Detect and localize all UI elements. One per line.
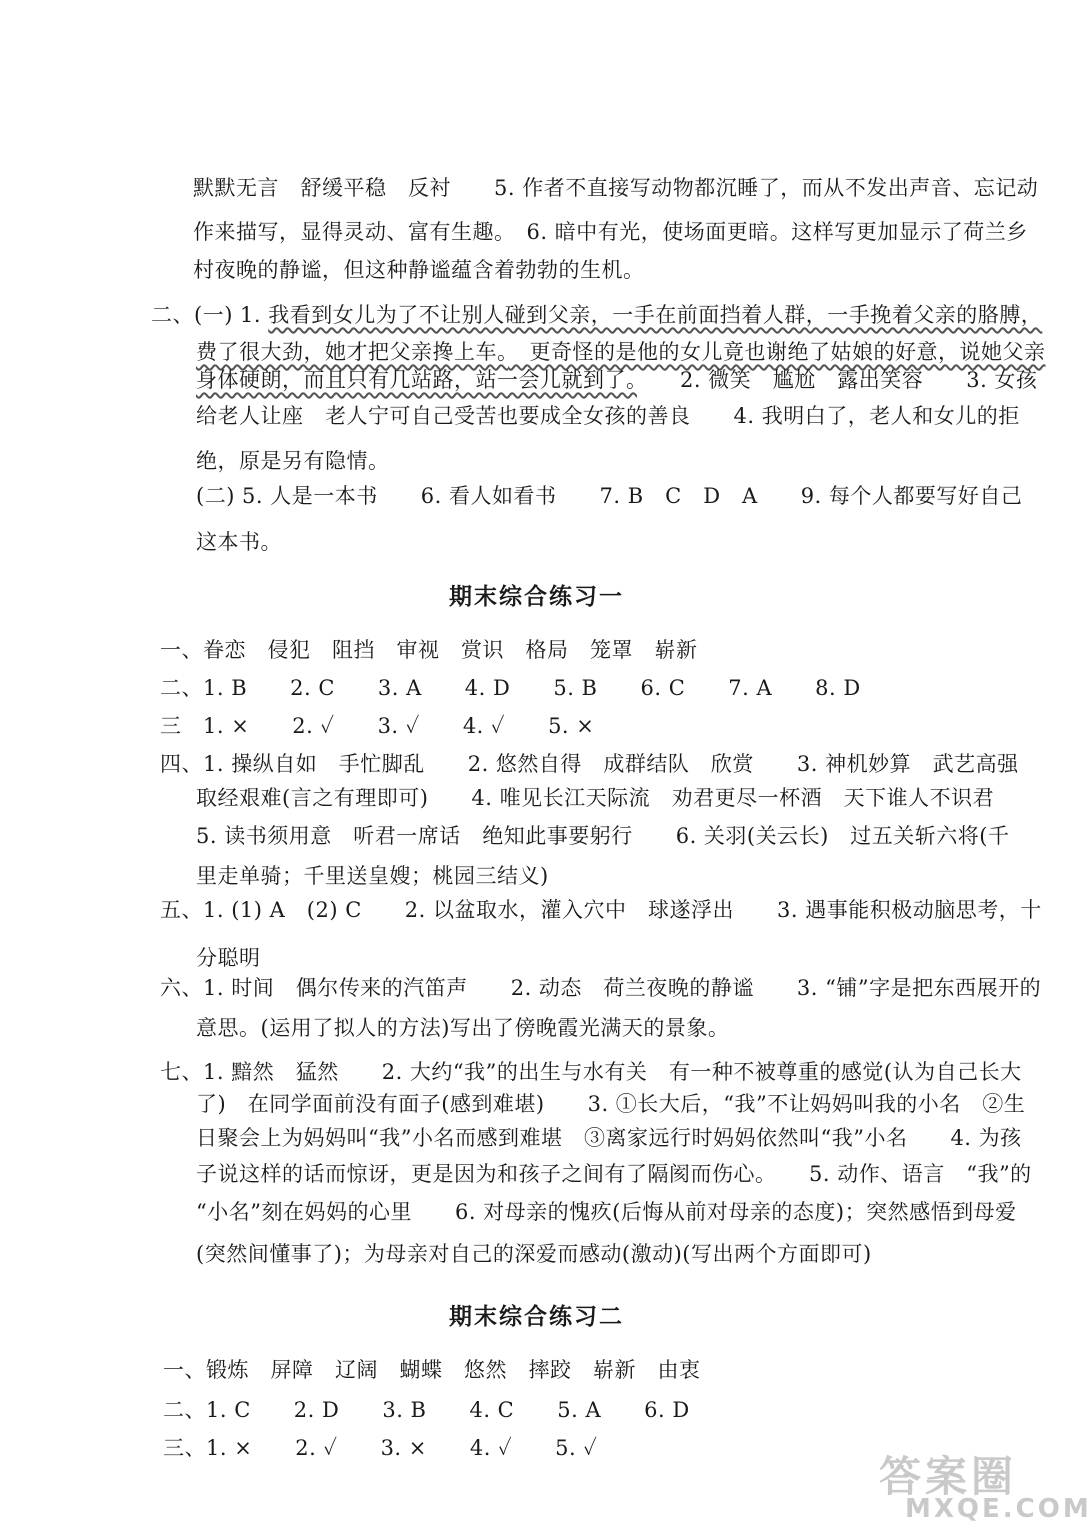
underlined-answer: 身体硬朗，而且只有几站路，站一会儿就到了。: [196, 368, 637, 392]
text-line: 六、1. 时间 偶尔传来的汽笛声 2. 动态 荷兰夜晚的静谧 3. “铺”字是把东西展开的: [160, 976, 1042, 1000]
text-line: [196, 338, 1046, 366]
text-line: 日聚会上为妈妈叫“我”小名而感到难堪 ③离家远行时妈妈依然叫“我”小名 4. 为孩: [196, 1126, 1022, 1150]
watermark-text: 答案圈: [879, 1452, 1018, 1501]
text-line: 子说这样的话而惊讶，更是因为和孩子之间有了隔阂而伤心。 5. 动作、语言 “我”的: [196, 1162, 1032, 1186]
section-title: 期末综合练习二: [449, 1304, 624, 1330]
section-title: 期末综合练习一: [449, 584, 624, 610]
text-line: 意思。(运用了拟人的方法)写出了傍晚霞光满天的景象。: [196, 1016, 730, 1040]
text-line: 5. 读书须用意 听君一席话 绝知此事要躬行 6. 关羽(关云长) 过五关斩六将(千: [196, 824, 1010, 848]
text-line: (二) 5. 人是一本书 6. 看人如看书 7. B C D A 9. 每个人都要写好自己: [196, 484, 1023, 508]
text-line: [196, 366, 1037, 394]
text-line: 取经艰难(言之有理即可) 4. 唯见长江天际流 劝君更尽一杯酒 天下谁人不识君: [196, 786, 995, 810]
text-line: 里走单骑；千里送皇嫂；桃园三结义): [196, 864, 549, 888]
text-line: 五、1. (1) A (2) C 2. 以盆取水，灌入穴中 球遂浮出 3. 遇事能积极动脑思考，十: [160, 898, 1042, 922]
text-line: 二、1. C 2. D 3. B 4. C 5. A 6. D: [163, 1398, 690, 1422]
watermark-url: MXQE.COM: [905, 1494, 1092, 1524]
watermark-logo: [869, 1442, 1092, 1532]
text-line: 四、1. 操纵自如 手忙脚乱 2. 悠然自得 成群结队 欣赏 3. 神机妙算 武艺高强: [160, 752, 1019, 776]
underlined-answer: 我看到女儿为了不让别人碰到父亲，一手在前面挡着人群，一手挽着父亲的胳膊，: [268, 303, 1043, 327]
underlined-answer: 更奇怪的是他的女儿竟也谢绝了姑娘的好意，说她父亲: [508, 340, 1046, 364]
text-line: 给老人让座 老人宁可自己受苦也要成全女孩的善良 4. 我明白了，老人和女儿的拒: [196, 404, 1020, 428]
section-label: 二、(一) 1.: [151, 303, 269, 327]
text-line: 七、1. 黯然 猛然 2. 大约“我”的出生与水有关 有一种不被尊重的感觉(认为自己长大: [160, 1060, 1022, 1084]
underlined-answer: 费了很大劲，她才把父亲搀上车。: [196, 340, 508, 364]
text-line: 作来描写，显得灵动、富有生趣。 6. 暗中有光，使场面更暗。这样写更加显示了荷兰乡: [193, 220, 1028, 244]
text-line: 分聪明: [196, 946, 261, 970]
text-line: 三 1. × 2. ✓ 3. ✓ 4. ✓ 5. ×: [160, 714, 595, 738]
text-line: 村夜晚的静谧，但这种静谧蕴含着勃勃的生机。: [193, 258, 645, 282]
text-line: [151, 301, 1042, 329]
text-line: 绝，原是另有隐情。: [196, 449, 390, 473]
text-line: (突然间懂事了)；为母亲对自己的深爱而感动(激动)(写出两个方面即可): [196, 1242, 872, 1266]
text-line: “小名”刻在妈妈的心里 6. 对母亲的愧疚(后悔从前对母亲的态度)；突然感悟到母爱: [196, 1200, 1017, 1224]
text-line: 一、锻炼 屏障 辽阔 蝴蝶 悠然 摔跤 崭新 由衷: [163, 1358, 701, 1382]
text-line: 这本书。: [196, 530, 282, 554]
text-line: 二、1. B 2. C 3. A 4. D 5. B 6. C 7. A 8. D: [160, 676, 861, 700]
text-span: 2. 微笑 尴尬 露出笑容 3. 女孩: [637, 368, 1038, 392]
text-line: 了) 在同学面前没有面子(感到难堪) 3. ①长大后，“我”不让妈妈叫我的小名 ②生: [196, 1092, 1026, 1116]
text-line: 三、1. × 2. ✓ 3. × 4. ✓ 5. ✓: [163, 1436, 598, 1460]
text-line: 默默无言 舒缓平稳 反衬 5. 作者不直接写动物都沉睡了，而从不发出声音、忘记动: [193, 176, 1039, 200]
text-line: 一、眷恋 侵犯 阻挡 审视 赏识 格局 笼罩 崭新: [160, 638, 698, 662]
